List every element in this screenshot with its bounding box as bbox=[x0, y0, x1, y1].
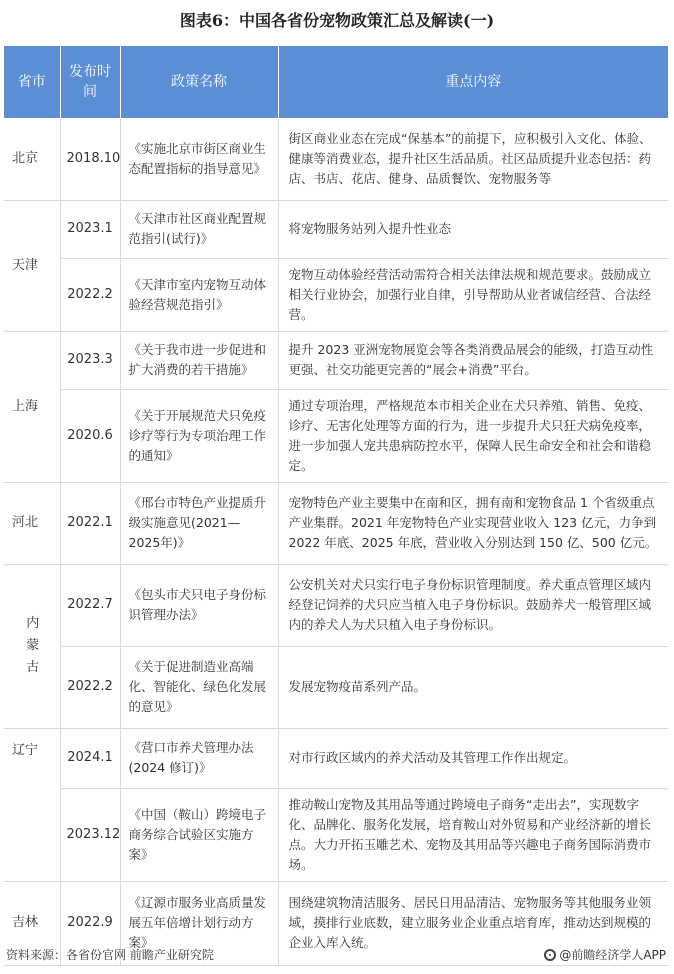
province-cell: 吉林 bbox=[4, 881, 60, 965]
table-row bbox=[4, 331, 668, 389]
policy-cell: 《关于促进制造业高端化、智能化、绿色化发展的意见》 bbox=[120, 646, 278, 728]
date-cell: 2022.1 bbox=[60, 482, 120, 564]
policy-table bbox=[4, 46, 668, 966]
header-policy: 政策名称 bbox=[120, 46, 278, 118]
content-cell: 推动鞍山宠物及其用品等通过跨境电子商务“走出去”，实现数字化、品牌化、服务化发展，培育鞍山对外贸易和产业经济新的增长点。大力开拓玉雕艺术、宠物及其用品等兴趣电子商务国际消费市场。 bbox=[278, 788, 668, 881]
date-cell: 2023.3 bbox=[60, 331, 120, 389]
policy-cell: 《营口市养犬管理办法(2024 修订)》 bbox=[120, 728, 278, 788]
date-cell: 2022.2 bbox=[60, 258, 120, 331]
province-cell: 上海 bbox=[4, 331, 60, 482]
policy-cell: 《包头市犬只电子身份标识管理办法》 bbox=[120, 564, 278, 646]
date-cell: 2018.10 bbox=[60, 118, 120, 200]
table-row bbox=[4, 389, 668, 482]
table-row bbox=[4, 728, 668, 788]
date-cell: 2023.1 bbox=[60, 200, 120, 258]
content-cell: 宠物互动体验经营活动需符合相关法律法规和规范要求。鼓励成立相关行业协会，加强行业自律，引导帮助从业者诚信经营、合法经营。 bbox=[278, 258, 668, 331]
policy-cell: 《天津市社区商业配置规范指引(试行)》 bbox=[120, 200, 278, 258]
policy-cell: 《实施北京市街区商业生态配置指标的指导意见》 bbox=[120, 118, 278, 200]
province-cell: 辽宁 bbox=[4, 728, 60, 881]
footer bbox=[6, 946, 668, 963]
policy-cell: 《辽源市服务业高质量发展五年倍增计划行动方案》 bbox=[120, 881, 278, 965]
province-cell: 河北 bbox=[4, 482, 60, 564]
date-cell: 2020.6 bbox=[60, 389, 120, 482]
date-cell: 2022.2 bbox=[60, 646, 120, 728]
content-cell: 对市行政区域内的养犬活动及其管理工作作出规定。 bbox=[278, 728, 668, 788]
brand-credit bbox=[544, 946, 666, 963]
table-row bbox=[4, 564, 668, 646]
policy-cell: 《中国（鞍山）跨境电子商务综合试验区实施方案》 bbox=[120, 788, 278, 881]
table-row bbox=[4, 258, 668, 331]
content-cell: 街区商业业态在完成“保基本”的前提下，应积极引入文化、体验、健康等消费业态，提升社区生活品质。社区品质提升业态包括：药店、书店、花店、健身、品质餐饮、宠物服务等 bbox=[278, 118, 668, 200]
policy-cell: 《关于开展规范犬只免疫诊疗等行为专项治理工作的通知》 bbox=[120, 389, 278, 482]
table-row bbox=[4, 646, 668, 728]
table-header-row bbox=[4, 46, 668, 118]
province-stacked: 内蒙古 bbox=[26, 616, 40, 675]
policy-cell: 《天津市室内宠物互动体验经营规范指引》 bbox=[120, 258, 278, 331]
content-cell: 将宠物服务站列入提升性业态 bbox=[278, 200, 668, 258]
policy-cell: 《邢台市特色产业提质升级实施意见(2021—2025年)》 bbox=[120, 482, 278, 564]
province-cell bbox=[4, 564, 60, 728]
content-cell: 通过专项治理，严格规范本市相关企业在犬只养殖、销售、免疫、诊疗、无害化处理等方面的行为，进一步提升犬只狂犬病免疫率，进一步加强人宠共患病防控水平，保障人民生命安全和社会和谐稳定。 bbox=[278, 389, 668, 482]
table-row bbox=[4, 482, 668, 564]
content-cell: 公安机关对犬只实行电子身份标识管理制度。养犬重点管理区域内经登记饲养的犬只应当植入电子身份标识。鼓励养犬一般管理区域内的养犬人为犬只植入电子身份标识。 bbox=[278, 564, 668, 646]
header-province: 省市 bbox=[4, 46, 60, 118]
date-cell: 2022.7 bbox=[60, 564, 120, 646]
header-content: 重点内容 bbox=[278, 46, 668, 118]
policy-cell: 《关于我市进一步促进和扩大消费的若干措施》 bbox=[120, 331, 278, 389]
header-date: 发布时间 bbox=[60, 46, 120, 118]
table-row bbox=[4, 788, 668, 881]
province-cell: 北京 bbox=[4, 118, 60, 200]
source-note: 资料来源：各省份官网 前瞻产业研究院 bbox=[6, 948, 214, 962]
content-cell: 提升 2023 亚洲宠物展览会等各类消费品展会的能级，打造互动性更强、社交功能更完善的“展会+消费”平台。 bbox=[278, 331, 668, 389]
date-cell: 2024.1 bbox=[60, 728, 120, 788]
qianzhan-logo-icon bbox=[544, 949, 556, 961]
date-cell: 2023.12 bbox=[60, 788, 120, 881]
table-row bbox=[4, 200, 668, 258]
province-cell: 天津 bbox=[4, 200, 60, 331]
content-cell: 宠物特色产业主要集中在南和区，拥有南和宠物食品 1 个省级重点产业集群。2021 年宠物特色产业实现营业收入 123 亿元，力争到 2022 年底、2025 年底，营业收入分别达到 150 亿、500 亿元。 bbox=[278, 482, 668, 564]
table-row bbox=[4, 118, 668, 200]
date-cell: 2022.9 bbox=[60, 881, 120, 965]
content-cell: 发展宠物疫苗系列产品。 bbox=[278, 646, 668, 728]
content-cell: 围绕建筑物清洁服务、居民日用品清洁、宠物服务等其他服务业领域，摸排行业底数，建立服务业企业重点培育库，推动达到规模的企业入库入统。 bbox=[278, 881, 668, 965]
brand-text: @前瞻经济学人APP bbox=[559, 948, 666, 962]
chart-title: 图表6：中国各省份宠物政策汇总及解读(一) bbox=[179, 11, 495, 30]
